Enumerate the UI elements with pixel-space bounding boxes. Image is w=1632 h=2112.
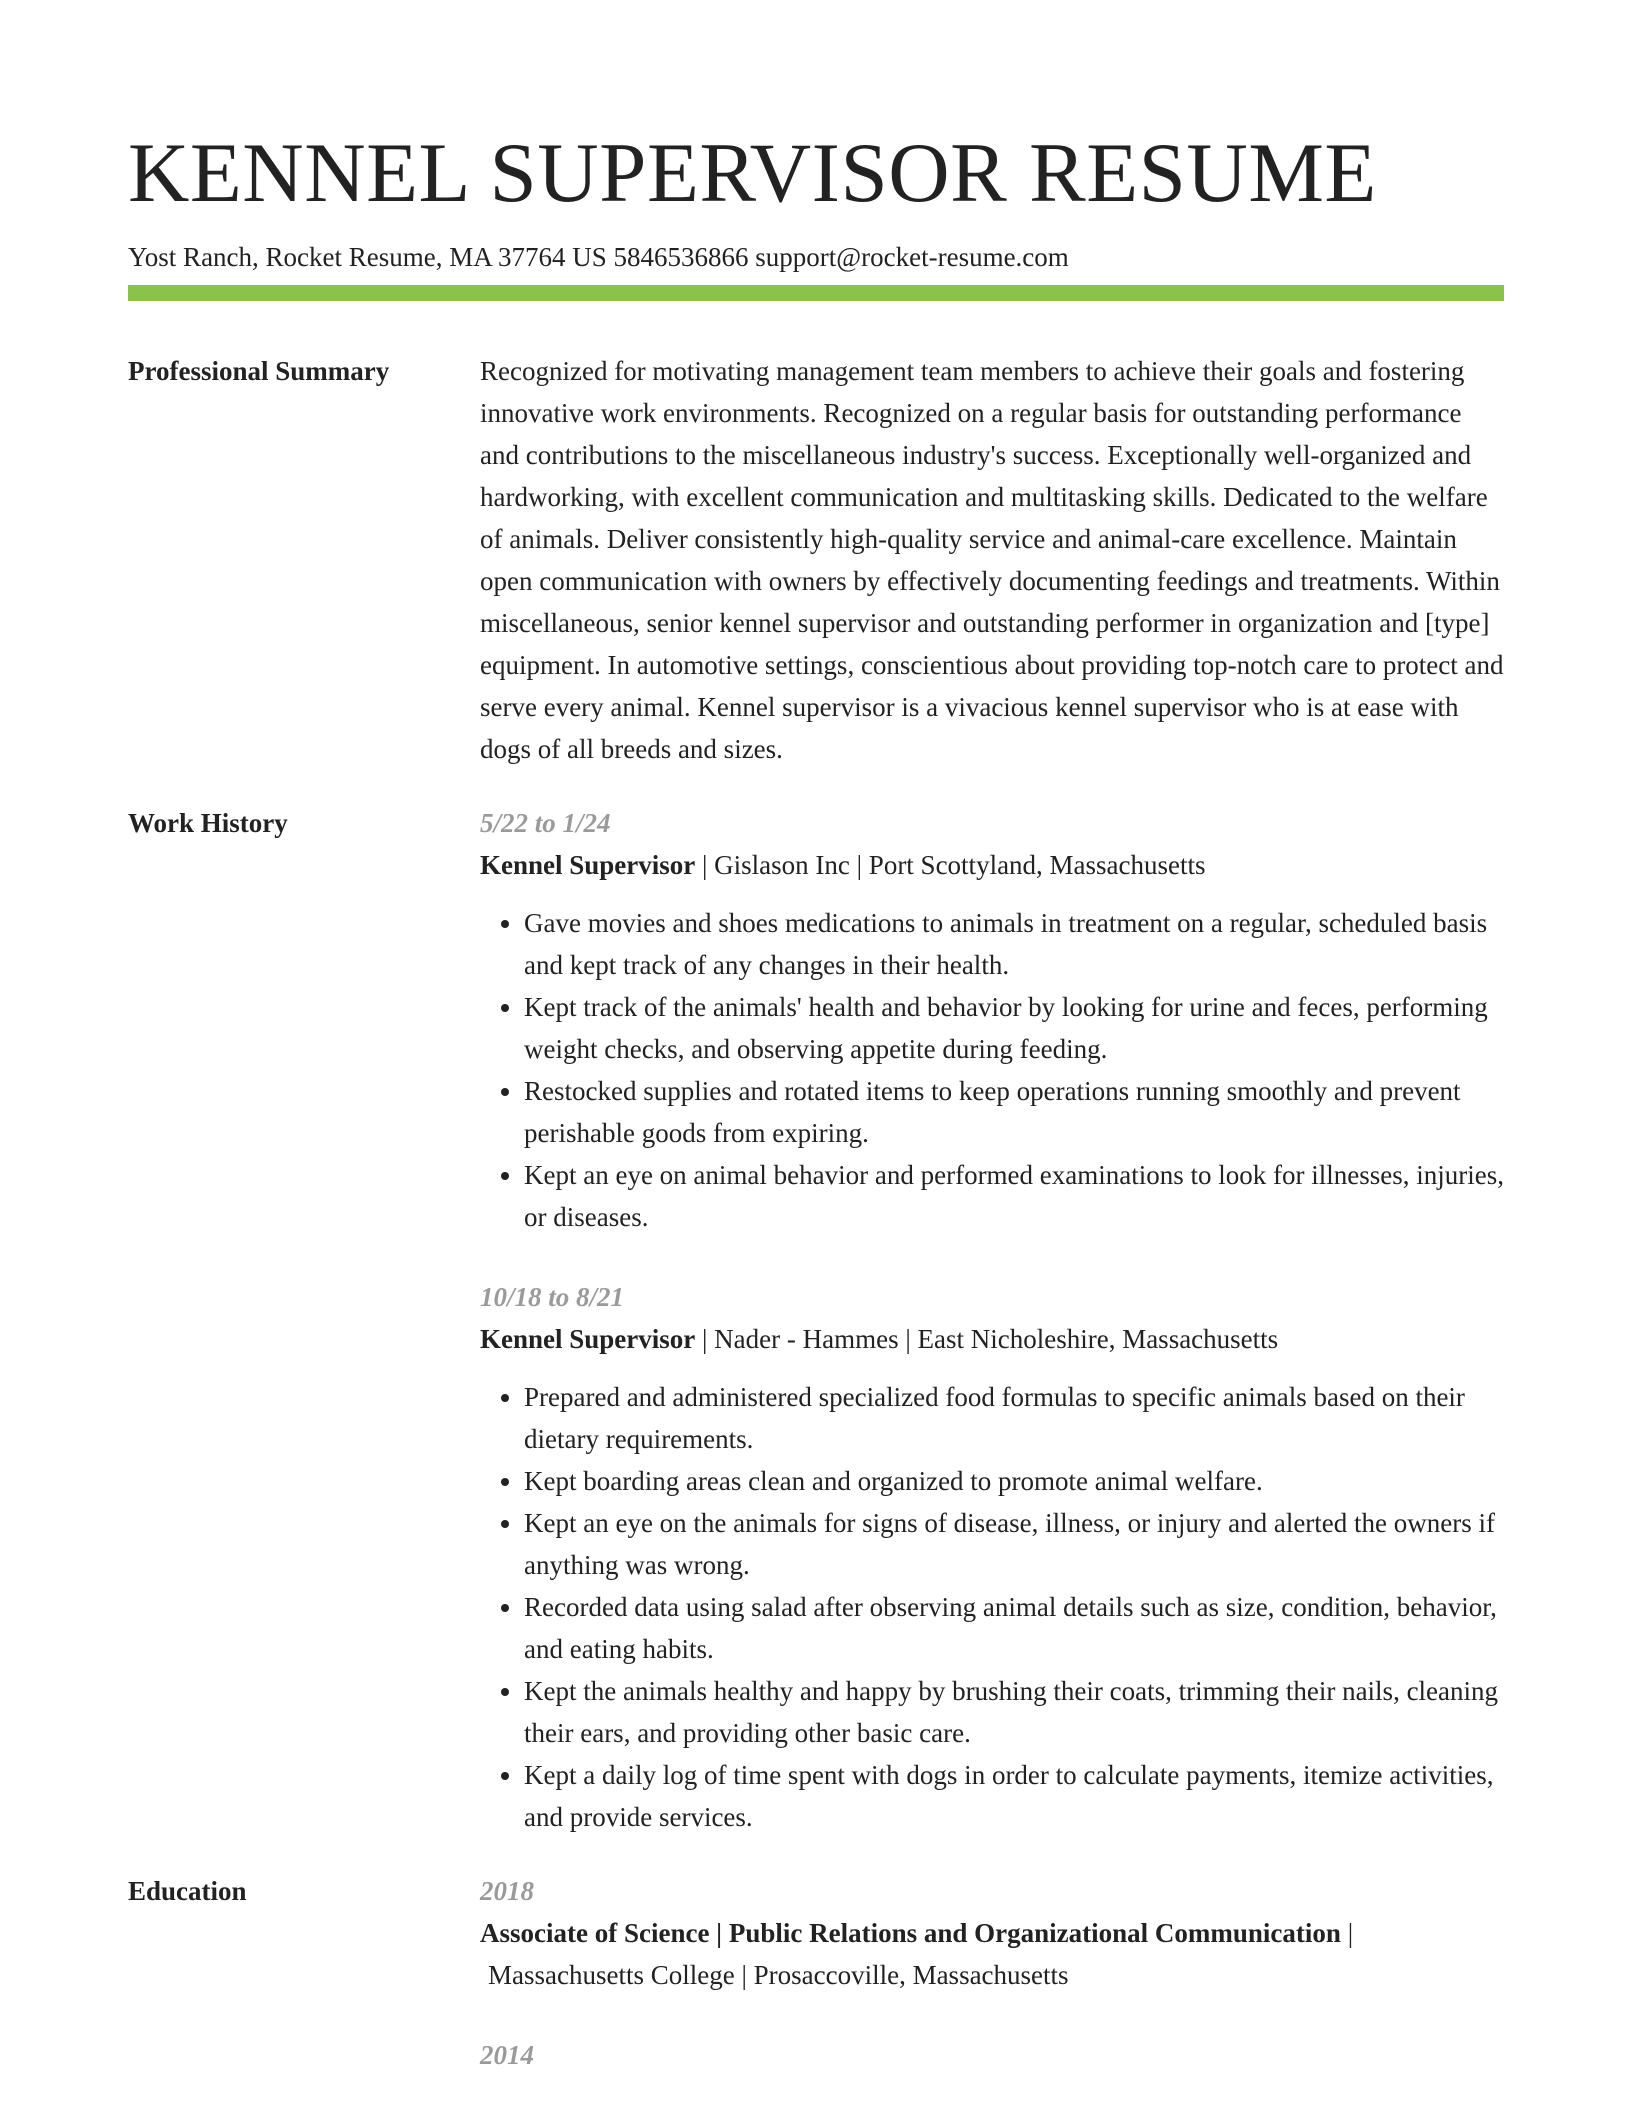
job-duties-list: [480, 902, 1504, 1238]
job-duty-item: • Kept an eye on animal behavior and performed examinations to look for illnesses, injuries, or diseases.: [524, 1154, 1504, 1238]
job-duty-item: • Gave movies and shoes medications to animals in treatment on a regular, scheduled basis and kept track of any changes in their health.: [524, 902, 1504, 986]
education-entry: [480, 1870, 1504, 1996]
job-duty-item: • Restocked supplies and rotated items to keep operations running smoothly and prevent perishable goods from expiring.: [524, 1070, 1504, 1154]
contact-line: Yost Ranch, Rocket Resume, MA 37764 US 5846536866 support@rocket-resume.com: [128, 242, 1069, 272]
work-body: [480, 802, 1504, 1838]
resume-title: KENNEL SUPERVISOR RESUME: [128, 126, 1377, 220]
job-title: Kennel Supervisor: [480, 1324, 696, 1354]
job-duty-item: • Kept boarding areas clean and organized to promote animal welfare.: [524, 1460, 1504, 1502]
section-education: [128, 1870, 1504, 2076]
job-duty-item: • Kept track of the animals' health and behavior by looking for urine and feces, performing weight checks, and observing appetite during feeding.: [524, 986, 1504, 1070]
section-label-work: Work History: [128, 808, 288, 838]
job-company-location: | Gislason Inc | Port Scottyland, Massachusetts: [695, 850, 1206, 880]
education-degree: Associate of Science | Public Relations and Organizational Communication: [480, 1918, 1341, 1948]
job-duty-item: • Kept an eye on the animals for signs of disease, illness, or injury and alerted the owners if anything was wrong.: [524, 1502, 1504, 1586]
summary-body: [480, 350, 1504, 770]
job-duty-item: • Recorded data using salad after observing animal details such as size, condition, behavior, and eating habits.: [524, 1586, 1504, 1670]
job-duties-list: [480, 1376, 1504, 1838]
header-divider: [128, 285, 1504, 301]
education-year: 2014: [480, 2040, 534, 2070]
education-entry: [480, 2034, 1504, 2076]
job-entry: [480, 1276, 1504, 1838]
summary-text: Recognized for motivating management team members to achieve their goals and fostering innovative work environments. Recognized on a regular basis for outstanding performance and contributions to the miscellaneous industry's success. Exceptionally well-organized and hardworking, with excellent communication and multitasking skills. Dedicated to the welfare of animals. Deliver consistently high-quality service and animal-care excellence. Maintain open communication with owners by effectively documenting feedings and treatments. Within miscellaneous, senior kennel supervisor and outstanding performer in organization and [type] equipment. In automotive settings, conscientious about providing top-notch care to protect and serve every animal. Kennel supervisor is a vivacious kennel supervisor who is at ease with dogs of all breeds and sizes.: [480, 356, 1504, 764]
job-dates: 5/22 to 1/24: [480, 808, 611, 838]
education-heading: [480, 1912, 1504, 1954]
education-year: 2018: [480, 1876, 534, 1906]
job-duty-item: • Prepared and administered specialized food formulas to specific animals based on their dietary requirements.: [524, 1376, 1504, 1460]
education-school: Massachusetts College | Prosaccoville, Massachusetts: [488, 1960, 1069, 1990]
job-heading: [480, 1318, 1504, 1360]
job-heading: [480, 844, 1504, 886]
section-label-summary: Professional Summary: [128, 356, 390, 386]
job-title: Kennel Supervisor: [480, 850, 696, 880]
resume-content: [128, 350, 1504, 2108]
job-entry: [480, 802, 1504, 1238]
section-label-education: Education: [128, 1876, 247, 1906]
section-professional-summary: [128, 350, 1504, 770]
section-work-history: [128, 802, 1504, 1838]
resume-header: [128, 118, 1504, 274]
job-company-location: | Nader - Hammes | East Nicholeshire, Massachusetts: [695, 1324, 1279, 1354]
job-duty-item: • Kept a daily log of time spent with dogs in order to calculate payments, itemize activities, and provide services.: [524, 1754, 1504, 1838]
job-duty-item: • Kept the animals healthy and happy by brushing their coats, trimming their nails, cleaning their ears, and providing other basic care.: [524, 1670, 1504, 1754]
education-body: [480, 1870, 1504, 2076]
education-separator: |: [1340, 1918, 1354, 1948]
job-dates: 10/18 to 8/21: [480, 1282, 625, 1312]
